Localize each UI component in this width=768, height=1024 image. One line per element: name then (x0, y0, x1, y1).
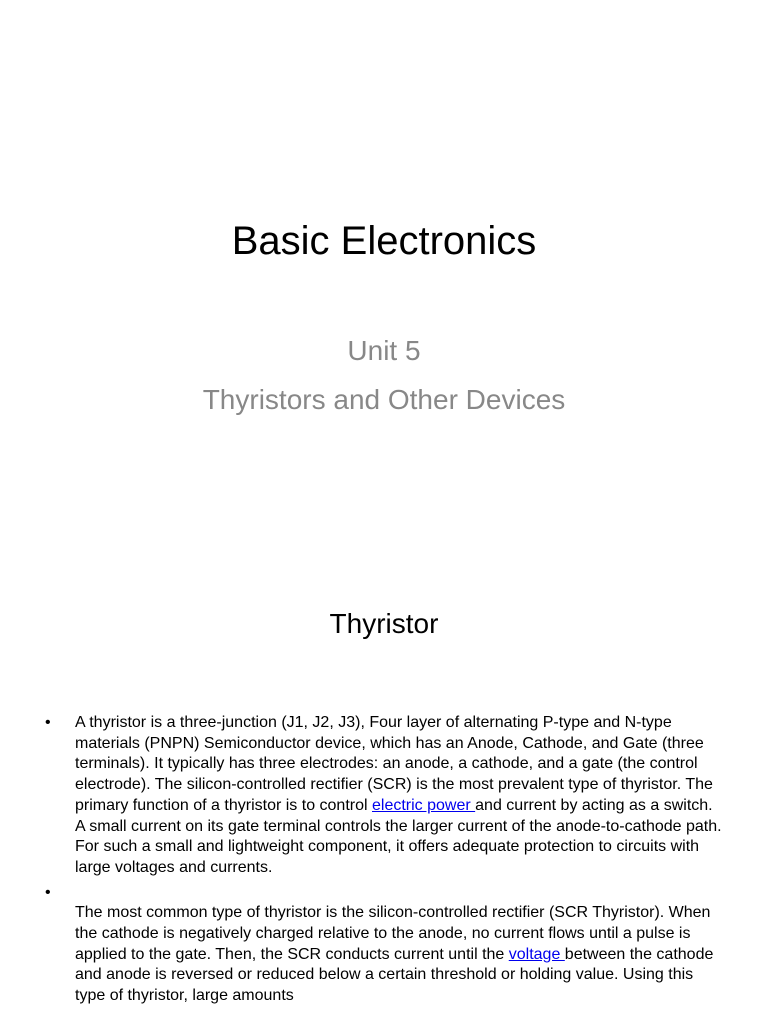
bullet-text: A thyristor is a three-junction (J1, J2, J3), Four layer of alternating P-type and N-type materials (PNPN) Semiconductor device, which has an Anode, Cathode, and Gate (three terminals). It typically has three electrodes: an anode, a cathode, and a gate (the control electrode). The silicon-controlled rectifier (SCR) is the most prevalent type of thyristor. The primary function of a thyristor is to control (75, 714, 713, 814)
content-body (45, 713, 725, 1007)
voltage-link[interactable]: voltage (508, 945, 565, 963)
slide-subtitle-unit: Unit 5 (347, 335, 421, 366)
bullet-dot: • (45, 883, 51, 901)
content-slide (0, 576, 768, 1024)
bullet-text: The most common type of thyristor is the silicon-controlled rectifier (SCR Thyristor). When the cathode is negatively charged relative to the anode, no current flows until a pulse is applied to the gate. Then, the SCR conducts current until the (75, 904, 711, 963)
slide-title: Basic Electronics (231, 219, 537, 263)
slide-subtitle-topic: Thyristors and Other Devices (202, 384, 566, 415)
bullet-item (45, 713, 725, 879)
electric-power-link[interactable]: electric power (372, 796, 476, 814)
content-slide-title: Thyristor (329, 608, 439, 639)
bullet-text-continued: and current by acting as a switch. A small current on its gate terminal controls the larger current of the anode-to-cathode path. For such a small and lightweight component, it offers adequate protection to circuits with large voltages and currents. (75, 796, 722, 876)
bullet-text-continued: between the cathode and anode is reversed or reduced below a certain threshold or holding value. Using this type of thyristor, large amounts (75, 945, 714, 1005)
bullet-item (45, 883, 725, 1007)
bullet-dot: • (45, 714, 51, 731)
